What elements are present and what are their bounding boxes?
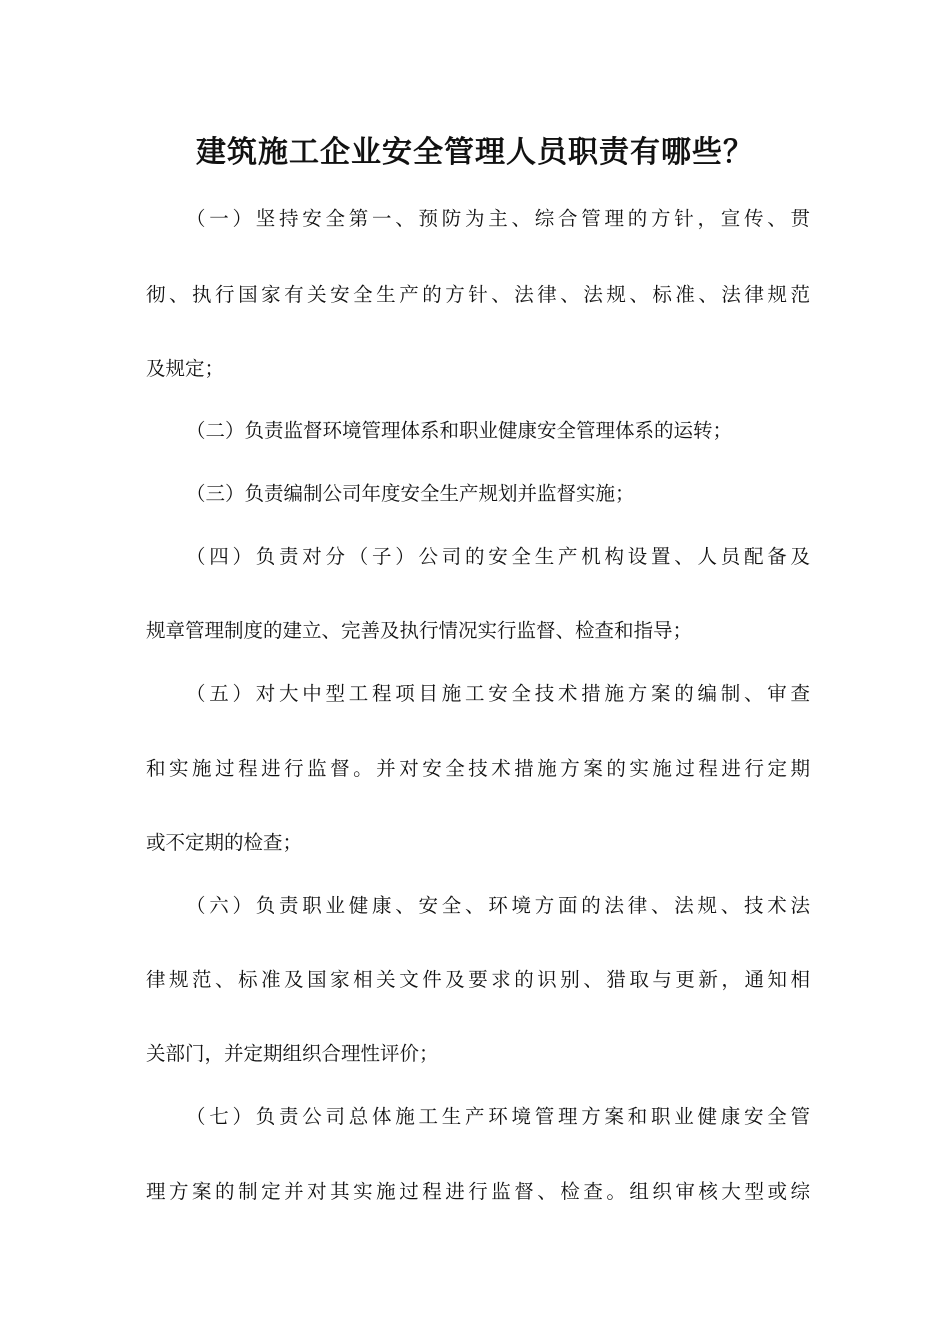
paragraph-1-line-2: 彻、执行国家有关安全生产的方针、法律、法规、标准、法律规范 [146,283,810,306]
paragraph-5-line-3: 或不定期的检查； [146,831,303,854]
paragraph-4-line-1: （四）负责对分（子）公司的安全生产机构设置、人员配备及 [186,545,810,568]
paragraph-2-line-1: （二）负责监督环境管理体系和职业健康安全管理体系的运转； [186,419,733,442]
paragraph-1-line-3: 及规定； [146,357,225,380]
paragraph-3-line-1: （三）负责编制公司年度安全生产规划并监督实施； [186,482,635,505]
paragraph-6-line-1: （六）负责职业健康、安全、环境方面的法律、法规、技术法 [186,894,810,917]
paragraph-5-line-2: 和实施过程进行监督。并对安全技术措施方案的实施过程进行定期 [146,757,810,780]
paragraph-7-line-2: 理方案的制定并对其实施过程进行监督、检查。组织审核大型或综 [146,1180,810,1203]
document-title: 建筑施工企业安全管理人员职责有哪些？ [196,135,754,170]
paragraph-4-line-2: 规章管理制度的建立、完善及执行情况实行监督、检查和指导； [146,619,693,642]
paragraph-6-line-3: 关部门，并定期组织合理性评价； [146,1042,439,1065]
paragraph-1-line-1: （一）坚持安全第一、预防为主、综合管理的方针，宣传、贯 [186,207,810,230]
paragraph-5-line-1: （五）对大中型工程项目施工安全技术措施方案的编制、审查 [186,682,810,705]
paragraph-6-line-2: 律规范、标准及国家相关文件及要求的识别、猎取与更新，通知相 [146,968,810,991]
paragraph-7-line-1: （七）负责公司总体施工生产环境管理方案和职业健康安全管 [186,1105,810,1128]
